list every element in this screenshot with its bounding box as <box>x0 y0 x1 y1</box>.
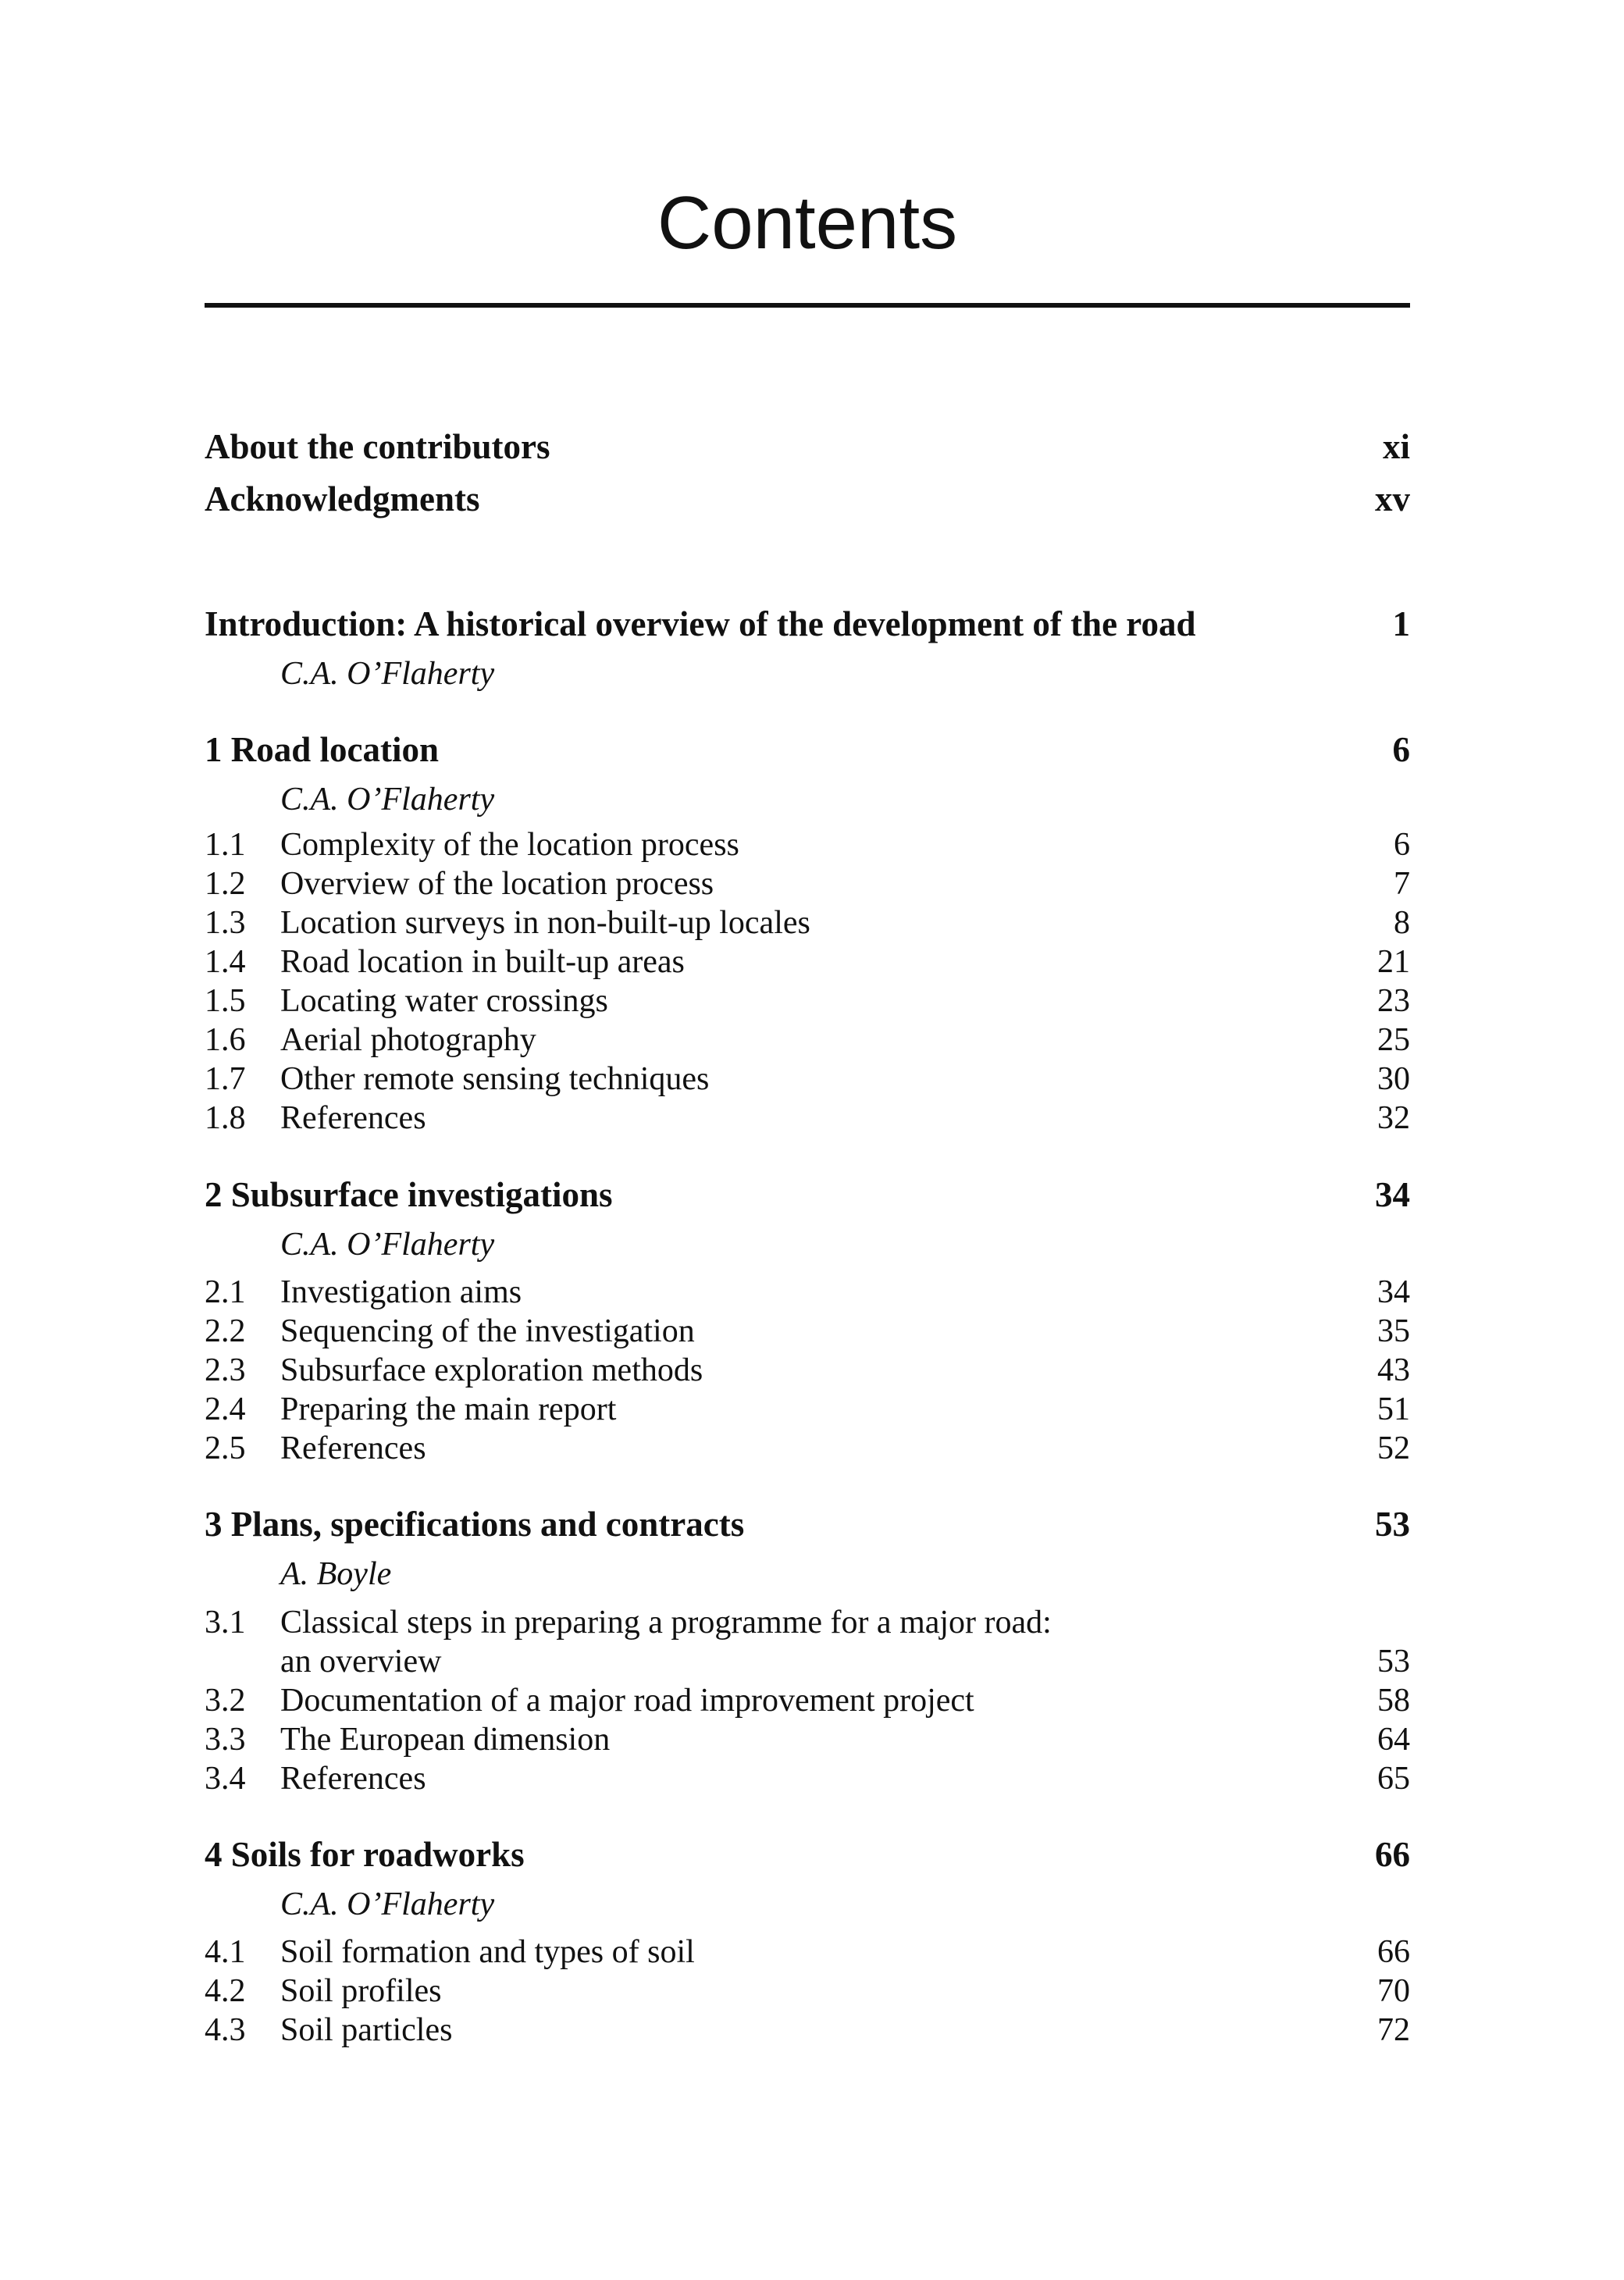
chapter-author: C.A. O’Flaherty <box>280 656 495 692</box>
section-number: 1.5 <box>205 983 246 1019</box>
chapter-author: A. Boyle <box>280 1556 392 1592</box>
section-number: 1.1 <box>205 827 246 863</box>
section-title: Soil particles <box>280 2012 453 2048</box>
section-title: References <box>280 1430 426 1466</box>
toc-section-row[interactable] <box>205 1684 1410 1717</box>
toc-section-row[interactable] <box>205 867 1410 900</box>
toc-section-row[interactable] <box>205 2014 1410 2047</box>
section-number: 2.2 <box>205 1313 246 1349</box>
section-number: 2.3 <box>205 1352 246 1388</box>
toc-entry-acknowledgments[interactable] <box>205 479 1410 518</box>
section-number: 1.7 <box>205 1061 246 1097</box>
chapter-author: C.A. O’Flaherty <box>280 1227 495 1263</box>
chapter-page: 66 <box>1375 1835 1410 1874</box>
chapter-page: 6 <box>1392 730 1410 769</box>
section-number: 3.3 <box>205 1722 246 1758</box>
section-page: 30 <box>1377 1061 1410 1097</box>
toc-section-row[interactable] <box>205 1936 1410 1968</box>
chapter-title: 4 Soils for roadworks <box>205 1835 525 1874</box>
chapter-author: C.A. O’Flaherty <box>280 1886 495 1922</box>
toc-section-row[interactable] <box>205 1063 1410 1095</box>
page-title: Contents <box>657 181 958 265</box>
title-rule <box>205 303 1410 308</box>
chapter-page: 34 <box>1375 1175 1410 1214</box>
toc-section-row[interactable] <box>205 1024 1410 1056</box>
chapter-page: 53 <box>1375 1505 1410 1544</box>
section-title: Location surveys in non-built-up locales <box>280 905 810 941</box>
section-title: Locating water crossings <box>280 983 608 1019</box>
section-page: 8 <box>1394 905 1410 941</box>
section-title: Classical steps in preparing a programme for a major road: <box>280 1605 1052 1641</box>
toc-section-row[interactable] <box>205 1432 1410 1465</box>
section-number: 3.4 <box>205 1761 246 1797</box>
toc-section-row[interactable] <box>205 1723 1410 1756</box>
section-number: 3.1 <box>205 1605 246 1641</box>
section-title: References <box>280 1761 426 1797</box>
toc-section-row[interactable] <box>205 1315 1410 1348</box>
section-page: 32 <box>1377 1100 1410 1136</box>
section-page: 6 <box>1394 827 1410 863</box>
section-title: Complexity of the location process <box>280 827 739 863</box>
toc-entry-title: About the contributors <box>205 427 550 466</box>
section-title: Preparing the main report <box>280 1391 617 1427</box>
section-number: 4.1 <box>205 1934 246 1970</box>
toc-section-row[interactable] <box>205 1975 1410 2007</box>
section-page: 52 <box>1377 1430 1410 1466</box>
toc-section-row[interactable] <box>205 946 1410 978</box>
section-number: 1.3 <box>205 905 246 941</box>
chapter-title: 2 Subsurface investigations <box>205 1175 613 1214</box>
section-title: Soil formation and types of soil <box>280 1934 695 1970</box>
section-page: 34 <box>1377 1274 1410 1310</box>
section-number: 1.2 <box>205 866 246 902</box>
section-page: 35 <box>1377 1313 1410 1349</box>
section-number: 1.4 <box>205 944 246 980</box>
section-title-continued: an overview <box>280 1644 442 1680</box>
section-page: 51 <box>1377 1391 1410 1427</box>
section-page: 43 <box>1377 1352 1410 1388</box>
section-page: 58 <box>1377 1683 1410 1719</box>
toc-entry-contributors[interactable] <box>205 429 1410 465</box>
toc-section-row-continued[interactable] <box>205 1645 1410 1678</box>
toc-section-row[interactable] <box>205 907 1410 939</box>
section-number: 4.3 <box>205 2012 246 2048</box>
section-page: 70 <box>1377 1973 1410 2009</box>
toc-entry-page: xi <box>1382 427 1410 466</box>
toc-section-row[interactable] <box>205 1762 1410 1795</box>
toc-section-row[interactable] <box>205 1354 1410 1387</box>
section-page: 25 <box>1377 1022 1410 1058</box>
chapter-title: 1 Road location <box>205 730 440 769</box>
section-page: 65 <box>1377 1761 1410 1797</box>
section-title: Soil profiles <box>280 1973 442 2009</box>
section-title: Overview of the location process <box>280 866 714 902</box>
toc-section-row[interactable] <box>205 1102 1410 1135</box>
chapter-title: 3 Plans, specifications and contracts <box>205 1505 745 1544</box>
section-title: References <box>280 1100 426 1136</box>
toc-section-row[interactable] <box>205 828 1410 861</box>
toc-section-row[interactable] <box>205 1276 1410 1309</box>
toc-section-row[interactable] <box>205 1606 1410 1639</box>
section-page: 7 <box>1394 866 1410 902</box>
section-title: Investigation aims <box>280 1274 522 1310</box>
section-page: 23 <box>1377 983 1410 1019</box>
section-number: 2.1 <box>205 1274 246 1310</box>
toc-entry-introduction[interactable] <box>205 604 1410 643</box>
section-title: Sequencing of the investigation <box>280 1313 695 1349</box>
section-title: Other remote sensing techniques <box>280 1061 710 1097</box>
section-title: Subsurface exploration methods <box>280 1352 703 1388</box>
section-page: 21 <box>1377 944 1410 980</box>
toc-section-row[interactable] <box>205 985 1410 1017</box>
toc-entry-page: 1 <box>1392 604 1410 643</box>
toc-section-row[interactable] <box>205 1393 1410 1426</box>
section-title: Aerial photography <box>280 1022 536 1058</box>
section-number: 4.2 <box>205 1973 246 2009</box>
toc-entry-page: xv <box>1375 479 1410 518</box>
toc-chapter-2[interactable] <box>205 1177 1410 1213</box>
section-title: Road location in built-up areas <box>280 944 685 980</box>
section-page: 72 <box>1377 2012 1410 2048</box>
toc-entry-title: Acknowledgments <box>205 479 480 518</box>
section-number: 1.6 <box>205 1022 246 1058</box>
section-number: 2.5 <box>205 1430 246 1466</box>
section-page: 53 <box>1377 1644 1410 1680</box>
section-page: 64 <box>1377 1722 1410 1758</box>
toc-chapter-3[interactable] <box>205 1507 1410 1542</box>
toc-chapter-1[interactable] <box>205 732 1410 768</box>
section-title: Documentation of a major road improvement project <box>280 1683 974 1719</box>
chapter-author: C.A. O’Flaherty <box>280 782 495 818</box>
section-page: 66 <box>1377 1934 1410 1970</box>
toc-entry-title: Introduction: A historical overview of the development of the road <box>205 604 1196 643</box>
section-number: 1.8 <box>205 1100 246 1136</box>
section-title: The European dimension <box>280 1722 611 1758</box>
section-number: 2.4 <box>205 1391 246 1427</box>
section-number: 3.2 <box>205 1683 246 1719</box>
toc-chapter-4[interactable] <box>205 1837 1410 1872</box>
